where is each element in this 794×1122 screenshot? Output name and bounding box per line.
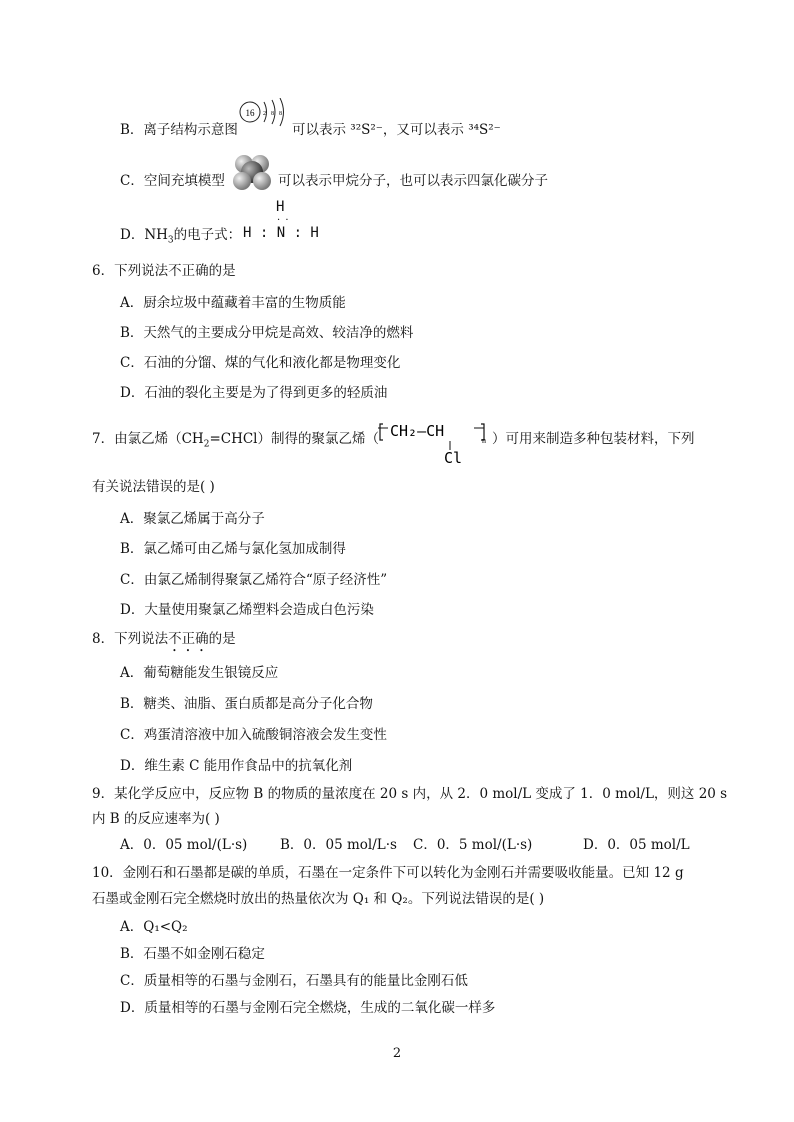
q7-stem-sub: 2	[203, 439, 210, 450]
q5-option-c-suffix: 可以表示甲烷分子，也可以表示四氯化碳分子	[278, 173, 548, 189]
lone-pair-dots: · ·	[277, 215, 290, 226]
q7-stem-line2: 有关说法错误的是( )	[92, 479, 215, 495]
q5-option-c	[120, 172, 225, 190]
q5-option-d-mid: 的电子式：	[173, 227, 242, 243]
q5-option-b	[120, 121, 238, 139]
q9-option-b: B．0．05 mol/L·s	[280, 837, 397, 853]
q6-option-d: D．石油的裂化主要是为了得到更多的轻质油	[120, 385, 388, 401]
q7-option-c: C．由氯乙烯制得聚氯乙烯符合“原子经济性”	[120, 572, 388, 588]
svg-text:8: 8	[279, 111, 282, 117]
q8-stem-emph: 不正确	[168, 631, 209, 647]
q7-option-b: B．氯乙烯可由乙烯与氯化氢加成制得	[120, 541, 346, 557]
q10-stem-line1: 10．金刚石和石墨都是碳的单质，石墨在一定条件下可以转化为金刚石并需要吸收能量。已知 12 g	[92, 865, 684, 881]
q10-option-d: D．质量相等的石墨与金刚石完全燃烧，生成的二氧化碳一样多	[120, 1000, 496, 1016]
page-number: 2	[392, 1046, 402, 1061]
nh3-top-h: H	[276, 199, 285, 215]
q8-option-c: C．鸡蛋清溶液中加入硫酸铜溶液会发生变性	[120, 727, 387, 743]
polymer-n: n	[482, 436, 486, 445]
sulfur-ion-structure-diagram	[236, 98, 294, 146]
q7-option-d: D．大量使用聚氯乙烯塑料会造成白色污染	[120, 602, 374, 618]
q10-stem-line2: 石墨或金刚石完全燃烧时放出的热量依次为 Q₁ 和 Q₂。下列说法错误的是( )	[92, 891, 545, 907]
q8-option-a: A．葡萄糖能发生银镜反应	[120, 665, 279, 681]
nh3-electron-formula: H : N : H	[243, 225, 319, 241]
q9-option-c: C．0．5 mol/(L·s)	[413, 837, 533, 853]
q8-option-b: B．糖类、油脂、蛋白质都是高分子化合物	[120, 696, 373, 712]
q6-option-c: C．石油的分馏、煤的气化和液化都是物理变化	[120, 355, 401, 371]
q8-option-d: D．维生素 C 能用作食品中的抗氧化剂	[120, 758, 353, 774]
q7-stem-c: ）可用来制造多种包装材料，下列	[492, 431, 695, 447]
q5-option-d-prefix: D．NH	[120, 227, 168, 243]
q6-option-a: A．厨余垃圾中蕴藏着丰富的生物质能	[120, 295, 346, 311]
q7-stem-line1	[92, 430, 379, 454]
q8-stem-a: 8．下列说法	[92, 631, 169, 647]
q9-stem-line1: 9．某化学反应中，反应物 B 的物质的量浓度在 20 s 内，从 2．0 mol/L 变成了 1．0 mol/L，则这 20 s	[92, 786, 728, 802]
q10-option-c: C．质量相等的石墨与金刚石，石墨具有的能量比金刚石低	[120, 973, 468, 989]
q8-stem	[92, 630, 236, 655]
q10-option-a: A．Q₁<Q₂	[120, 919, 188, 935]
polyvinyl-chloride-structure	[378, 412, 490, 464]
nucleus-charge: 16	[245, 108, 255, 118]
space-filling-model-image	[228, 152, 278, 192]
q5-option-b-suffix: 可以表示 ³²S²⁻，又可以表示 ³⁴S²⁻	[292, 122, 501, 138]
q7-stem-b: =CHCl）制得的聚氯乙烯（	[209, 431, 379, 447]
svg-text:8: 8	[271, 111, 274, 117]
polymer-cl: Cl	[444, 449, 463, 464]
svg-text:2: 2	[263, 111, 266, 117]
q6-stem: 6．下列说法不正确的是	[92, 263, 236, 279]
polymer-chain: CH₂—CH	[390, 422, 445, 440]
q10-option-b: B．石墨不如金刚石稳定	[120, 946, 265, 962]
q5-option-b-prefix: B．离子结构示意图	[120, 122, 238, 138]
q5-option-d	[120, 226, 241, 250]
q5-option-d-sub: 3	[167, 235, 174, 246]
q6-option-b: B．天然气的主要成分甲烷是高效、较洁净的燃料	[120, 325, 414, 341]
q9-stem-line2: 内 B 的反应速率为( )	[92, 811, 220, 827]
q7-option-a: A．聚氯乙烯属于高分子	[120, 511, 265, 527]
q7-stem-a: 7．由氯乙烯（CH	[92, 431, 204, 447]
q8-stem-b: 的是	[208, 631, 236, 647]
q9-option-d: D．0．05 mol/L	[583, 837, 690, 853]
q9-option-a: A．0．05 mol/(L·s)	[120, 837, 248, 853]
q5-option-c-prefix: C．空间充填模型	[120, 173, 225, 189]
